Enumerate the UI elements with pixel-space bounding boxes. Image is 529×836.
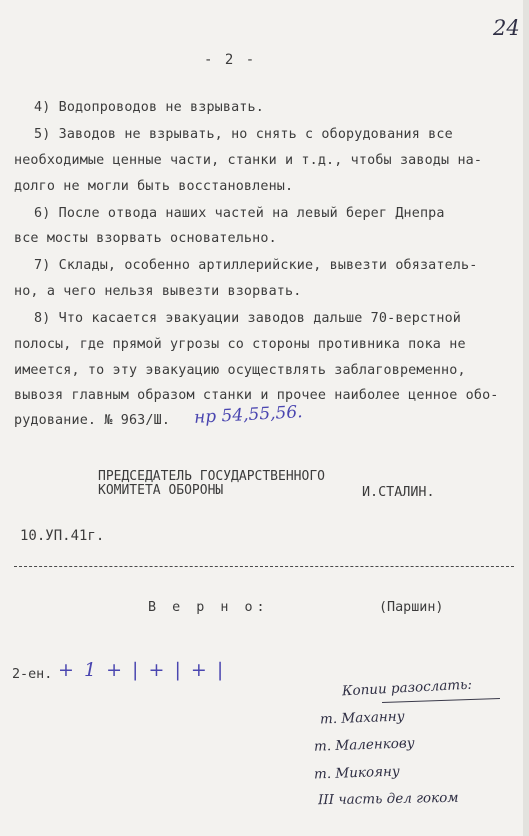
document-date: 10.УП.41г. [20,528,105,544]
signatory-title-line: КОМИТЕТА ОБОРОНЫ [98,483,224,498]
body-line: вывозя главным образом станки и прочее наиболее ценное обо- [14,388,499,403]
signatory-name: И.СТАЛИН. [362,485,435,500]
body-line: необходимые ценные части, станки и т.д., чтобы заводы на- [14,153,483,168]
page-header: - 2 - [204,52,257,68]
signatory-title-line: ПРЕДСЕДАТЕЛЬ ГОСУДАРСТВЕННОГО [98,469,325,484]
body-line: долго не могли быть восстановлены. [14,179,294,194]
body-line: 6) После отвода наших частей на левый берег Днепра [34,206,445,221]
body-line: 4) Водопроводов не взрывать. [34,100,264,115]
copies-count: 2-ен. [12,667,53,682]
body-line: полосы, где прямой угрозы со стороны противника пока не [14,337,466,352]
distribution-line: т. Маханну [319,708,405,728]
body-line: 7) Склады, особенно артиллерийские, вывезти обязатель- [34,258,478,273]
distribution-heading: Копии разослать: [341,676,473,700]
body-line: но, а чего нельзя вывезти взорвать. [14,284,302,299]
dashed-divider [14,566,514,567]
certifier-name: (Паршин) [379,600,444,615]
handwritten-tally: + 1 + | + | + | [58,659,226,681]
signatory-title [98,470,325,498]
distribution-line: III часть дел гоком [317,789,459,809]
page-edge-shadow [523,0,529,836]
body-line: 5) Заводов не взрывать, но снять с оборудования все [34,127,453,142]
body-line: все мосты взорвать основательно. [14,231,277,246]
distribution-line: т. Микояну [313,763,401,783]
handwritten-reference: нр 54,55,56. [193,402,304,428]
body-line: 8) Что касается эвакуации заводов дальше 70-верстной [34,311,462,326]
page-number: 24 [493,16,520,40]
certification-label: В е р н о: [148,600,269,615]
distribution-underline [382,698,500,703]
body-line: имеется, то эту эвакуацию осуществлять заблаговременно, [14,363,466,378]
distribution-line: т. Маленкову [313,735,415,755]
body-line: рудование. № 963/Ш. [14,413,171,428]
